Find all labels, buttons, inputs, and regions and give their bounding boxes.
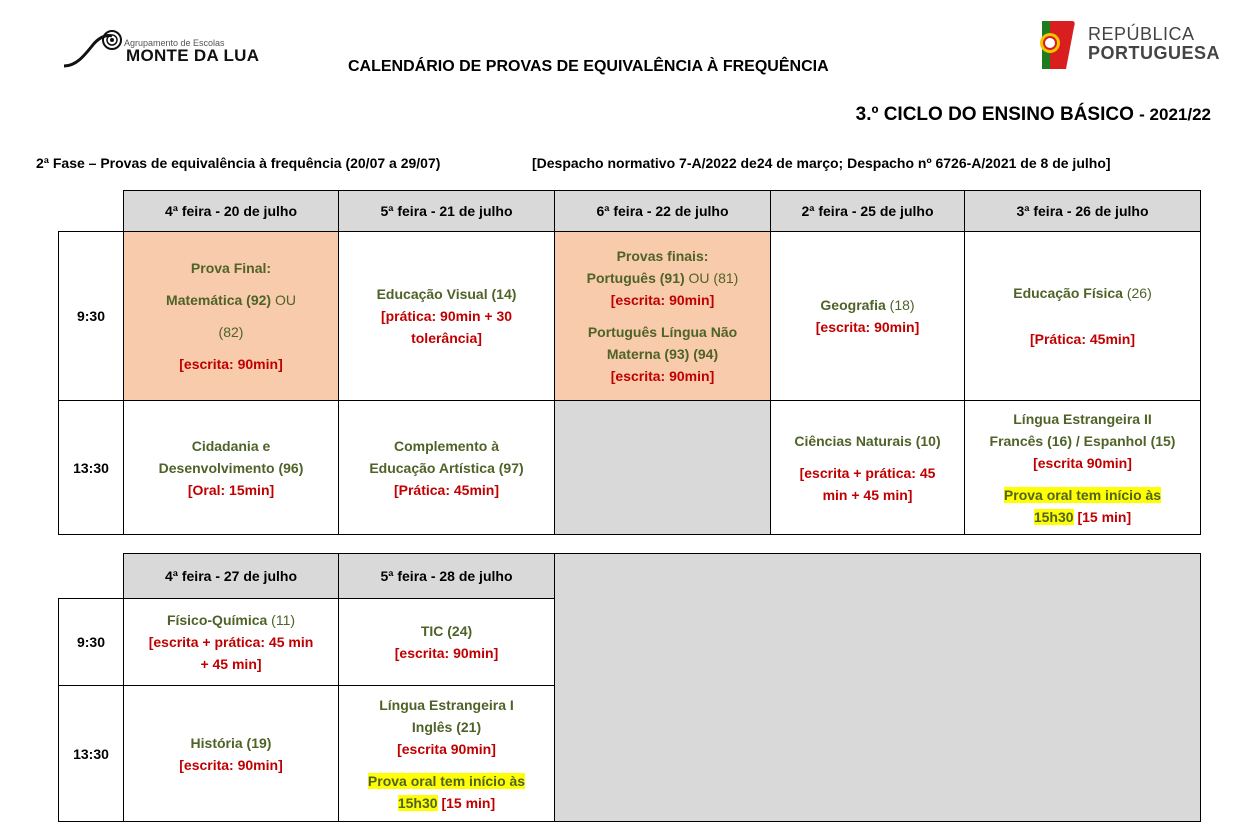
- exam-duration: [Oral: 15min]: [187, 481, 275, 498]
- exam-subject: Geografia: [820, 297, 886, 313]
- moon-swirl-icon: [62, 26, 124, 72]
- exam-duration: [escrita + prática: 45 min: [148, 634, 314, 650]
- exam-duration: + 45 min]: [200, 656, 262, 672]
- schedule-table-week1: [58, 190, 1201, 535]
- exam-duration: [escrita: 90min]: [179, 356, 283, 372]
- republic-line2: PORTUGUESA: [1088, 43, 1221, 63]
- exam-cell: [555, 232, 771, 401]
- empty-cell: [555, 401, 771, 535]
- oral-time: 15h30: [397, 794, 438, 811]
- school-year: - 2021/22: [1139, 105, 1211, 124]
- oral-note: Prova oral tem início às: [367, 772, 526, 789]
- exam-duration: [escrita: 90min]: [610, 292, 715, 308]
- exam-subject: Complemento à: [393, 437, 499, 454]
- day-header: 6ª feira - 22 de julho: [555, 191, 771, 232]
- exam-cell: [124, 686, 339, 822]
- exam-subject: Português Língua Não: [587, 324, 738, 340]
- oral-duration: [15 min]: [1073, 508, 1132, 525]
- exam-cell: [339, 232, 555, 401]
- oral-duration: [15 min]: [437, 794, 496, 811]
- exam-subject: Matemática (92): [166, 292, 272, 308]
- school-group-label: Agrupamento de Escolas: [124, 38, 225, 48]
- exam-duration: [escrita: 90min]: [179, 756, 283, 773]
- empty-area: [555, 554, 1201, 822]
- exam-subject: Francês (16) / Espanhol (15): [989, 432, 1176, 449]
- exam-cell: [965, 232, 1201, 401]
- day-header: 4ª feira - 27 de julho: [124, 554, 339, 599]
- day-header: 5ª feira - 21 de julho: [339, 191, 555, 232]
- exam-duration: [escrita 90min]: [397, 740, 496, 757]
- exam-subject: Educação Visual (14): [376, 286, 517, 302]
- corner-cell: [59, 191, 124, 232]
- time-cell: 9:30: [59, 232, 124, 401]
- exam-cell: [965, 401, 1201, 535]
- exam-cell: [124, 599, 339, 686]
- exam-duration: tolerância]: [411, 330, 482, 346]
- exam-code: (11): [267, 612, 296, 628]
- cycle-title: [856, 104, 1211, 126]
- corner-cell: [59, 554, 124, 599]
- exam-subject: Português (91): [586, 270, 685, 286]
- despacho-reference: [Despacho normativo 7-A/2022 de24 de março; Despacho nº 6726-A/2021 de 8 de julho]: [532, 155, 1111, 171]
- exam-subject: Físico-Química: [166, 612, 268, 628]
- exam-cell: [124, 232, 339, 401]
- day-header: 4ª feira - 20 de julho: [124, 191, 339, 232]
- exam-subject: Desenvolvimento (96): [158, 459, 304, 476]
- exam-cell: [771, 401, 965, 535]
- exam-subject: Ciências Naturais (10): [794, 432, 941, 449]
- exam-duration: [escrita: 90min]: [815, 319, 920, 335]
- exam-type: Prova Final:: [190, 260, 272, 276]
- time-cell: 13:30: [59, 686, 124, 822]
- portugal-flag-emblem-icon: [1036, 17, 1078, 73]
- exam-duration: [Prática: 45min]: [1029, 331, 1136, 347]
- page-title: CALENDÁRIO DE PROVAS DE EQUIVALÊNCIA À FREQUÊNCIA: [348, 58, 829, 75]
- exam-subject: Língua Estrangeira II: [1013, 410, 1152, 427]
- school-logo: [62, 26, 262, 74]
- day-header: 3ª feira - 26 de julho: [965, 191, 1201, 232]
- exam-cell: [339, 401, 555, 535]
- exam-cell: [339, 686, 555, 822]
- exam-duration: [escrita: 90min]: [610, 368, 715, 384]
- exam-duration: [escrita 90min]: [1033, 454, 1132, 471]
- exam-subject: Materna (93) (94): [606, 346, 719, 362]
- time-cell: 13:30: [59, 401, 124, 535]
- exam-duration: [escrita: 90min]: [394, 645, 499, 661]
- exam-cell: [124, 401, 339, 535]
- exam-duration: [Prática: 45min]: [393, 481, 500, 498]
- oral-note: Prova oral tem início às: [1003, 486, 1162, 503]
- day-header: 5ª feira - 28 de julho: [339, 554, 555, 599]
- oral-time: 15h30: [1033, 508, 1074, 525]
- republic-line1: REPÚBLICA: [1088, 24, 1195, 44]
- exam-duration: min + 45 min]: [822, 486, 913, 503]
- time-cell: 9:30: [59, 599, 124, 686]
- republic-logo: [1036, 17, 1236, 73]
- exam-subject: Cidadania e: [191, 437, 271, 454]
- exam-duration: [escrita + prática: 45: [799, 464, 936, 481]
- exam-subject: Inglês (21): [411, 718, 482, 735]
- exam-code: (18): [885, 297, 915, 313]
- exam-cell: [771, 232, 965, 401]
- phase-label: 2ª Fase – Provas de equivalência à frequência (20/07 a 29/07): [36, 155, 441, 171]
- day-header: 2ª feira - 25 de julho: [771, 191, 965, 232]
- exam-subject: TIC (24): [420, 623, 473, 639]
- exam-duration: [prática: 90min + 30: [380, 308, 513, 324]
- cycle-label: 3.º CICLO DO ENSINO BÁSICO: [855, 104, 1134, 125]
- schedule-table-week2: [58, 553, 1201, 822]
- school-name: MONTE DA LUA: [126, 46, 260, 65]
- exam-alt: OU (81): [684, 270, 739, 286]
- exam-code: (26): [1122, 285, 1152, 301]
- exam-subject: Educação Física: [1013, 285, 1123, 301]
- exam-subject: Educação Artística (97): [369, 459, 524, 476]
- exam-alt: OU: [271, 292, 296, 308]
- exam-cell: [339, 599, 555, 686]
- exam-type: Provas finais:: [616, 248, 709, 264]
- exam-subject: História (19): [190, 734, 272, 751]
- exam-code: (82): [218, 324, 244, 340]
- exam-subject: Língua Estrangeira I: [379, 696, 514, 713]
